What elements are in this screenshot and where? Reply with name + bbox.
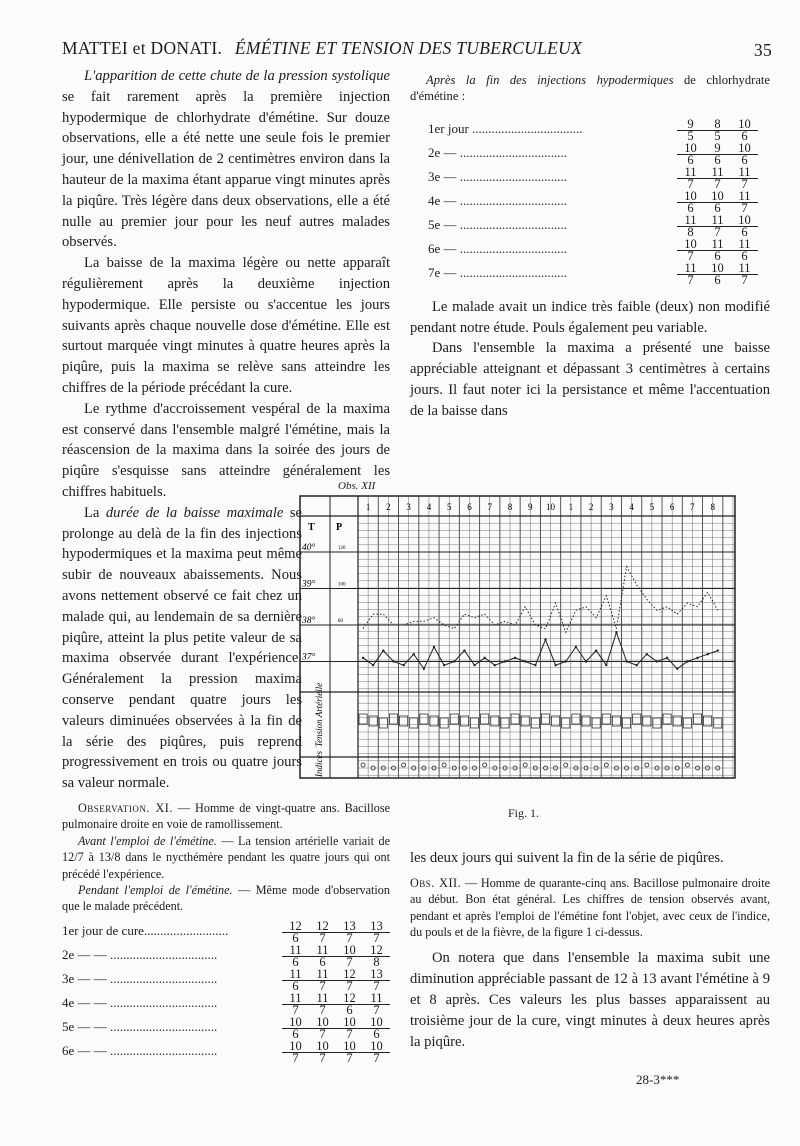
figure-title: Obs. XII — [338, 480, 376, 492]
pressure-fraction — [363, 1038, 390, 1066]
chart-frame — [300, 496, 735, 778]
pulse-label: 80 — [338, 619, 343, 624]
page-number: 35 — [753, 40, 772, 60]
day-label: 8 — [710, 502, 715, 512]
pressure-fraction — [282, 966, 309, 994]
pressure-fraction — [731, 260, 758, 288]
minima: 7 — [373, 1003, 380, 1018]
pressure-fraction — [363, 942, 390, 970]
temperature-chart — [298, 492, 738, 792]
minima: 6 — [319, 955, 326, 970]
pulse-label: 100 — [338, 582, 346, 588]
row-label: 2e — — ................................. — [62, 946, 218, 962]
maxima: 11 — [677, 215, 704, 228]
pulse-point — [585, 660, 587, 662]
pressure-fraction — [282, 1038, 309, 1066]
pulse-point — [686, 660, 688, 662]
pulse-point — [443, 664, 445, 666]
folio: 28-3*** — [636, 1072, 680, 1087]
tension-bar — [410, 718, 418, 728]
text: — Homme de vingt-quatre ans. Bacillose pulmonaire droite en voie de ramollissement. — [62, 800, 390, 832]
day-label: 7 — [690, 502, 695, 512]
minima: 7 — [319, 1003, 326, 1018]
indice-point — [442, 763, 446, 767]
temp-label: 37° — [302, 652, 316, 663]
pulse-point — [625, 660, 627, 662]
maxima: 10 — [677, 239, 704, 252]
tension-bar — [450, 714, 458, 724]
tension-bar — [389, 714, 397, 724]
row-label: 4e — ................................. — [428, 192, 568, 208]
maxima: 11 — [731, 191, 758, 204]
indice-point — [523, 763, 527, 767]
maxima: 9 — [704, 143, 731, 156]
minima: 8 — [687, 225, 694, 240]
row-label: 2e — ................................. — [428, 144, 568, 160]
text: — Homme de quarante-cinq ans. Bacillose pulmonaire droite au début. Bon état général. Les chiffres de tension observés avant, pendant et après l'emploi de l'émétine font l'objet, avec ceux de l'indice, du pouls et de la fièvre, de la figure 1 ci-dessus. — [410, 875, 770, 940]
pulse-point — [504, 660, 506, 662]
tension-bar — [420, 714, 428, 724]
pulse-point — [544, 638, 546, 640]
paragraph: La baisse de la maxima légère ou nette apparaît régulièrement après la deuxième injection hypodermique. Elle persiste ou s'accentue les jours suivants après chaque nouvelle dose d'émétine. Elle est surtout marquée vingt minutes à quatre heures après la piqûre, puis la maxima se relève sans atteindre les chiffres de la période précédant la cure. — [62, 255, 390, 396]
day-label: 3 — [609, 502, 614, 512]
indice-point — [564, 763, 568, 767]
pressure-fraction — [677, 140, 704, 168]
minima: 7 — [319, 931, 326, 946]
tension-bar — [562, 718, 570, 728]
pressure-fraction — [336, 990, 363, 1018]
day-label: 1 — [568, 502, 574, 512]
day-label: 9 — [528, 502, 533, 512]
pulse-label: 120 — [338, 546, 346, 551]
minima: 6 — [687, 153, 694, 168]
minima: 7 — [373, 931, 380, 946]
pulse-point — [494, 664, 496, 666]
pressure-fraction — [309, 918, 336, 946]
paragraph: On notera que dans l'ensemble la maxima subit une diminution appréciable passant de 12 à 13 avant l'émétine à 9 et 8 après. Ces valeurs les plus basses apparaissent au troisième jour de la cure, vingt minutes à deux heures après la piqûre. — [410, 950, 770, 1050]
minima: 6 — [741, 153, 748, 168]
row-label: 6e — — ................................. — [62, 1042, 218, 1058]
indice-point — [402, 763, 406, 767]
minima: 7 — [346, 1027, 353, 1042]
pressure-fraction — [363, 1014, 390, 1042]
tension-table-obs-xi — [62, 918, 390, 1066]
pulse-point — [483, 657, 485, 659]
paragraph — [62, 503, 302, 794]
pressure-fraction — [704, 236, 731, 264]
obs-label: Observation. XI. — [78, 800, 173, 815]
paragraph: Le malade avait un indice très faible (deux) non modifié pendant notre étude. Pouls également peu variable. — [410, 298, 770, 336]
indice-point — [685, 763, 689, 767]
tension-bar — [440, 718, 448, 728]
day-label: 1 — [365, 502, 371, 512]
maxima: 11 — [677, 263, 704, 276]
minima: 6 — [373, 1027, 380, 1042]
day-label: 4 — [629, 502, 634, 512]
indice-point — [645, 763, 649, 767]
tension-bar — [622, 718, 630, 728]
minima: 7 — [373, 979, 380, 994]
maxima: 11 — [731, 263, 758, 276]
maxima: 10 — [731, 215, 758, 228]
paragraph: Le rythme d'accroissement vespéral de la maxima est conservé dans l'ensemble malgré l'émétine, mais la réascension de la maxima dans la soirée des jours de piqûre s'esquisse sans atteindre généralement les chiffres habituels. — [62, 400, 390, 500]
table-row — [62, 1014, 390, 1042]
tension-bar — [714, 718, 722, 728]
table-row — [428, 164, 758, 192]
header-title: ÉMÉTINE ET TENSION DES TUBERCULEUX — [234, 38, 583, 58]
day-label: 2 — [386, 502, 391, 512]
minima: 6 — [714, 153, 721, 168]
table-row — [428, 236, 758, 264]
minima: 7 — [687, 177, 694, 192]
pressure-fraction — [363, 990, 390, 1018]
pressure-fraction — [336, 966, 363, 994]
figure-caption: Fig. 1. — [508, 806, 540, 820]
row-label: 1er jour .................................. — [428, 120, 583, 136]
maxima: 10 — [363, 1041, 390, 1054]
header-authors: MATTEI et DONATI. — [62, 38, 223, 58]
pressure-fraction — [363, 966, 390, 994]
col-p-label: P — [336, 522, 343, 533]
maxima: 10 — [309, 1017, 336, 1030]
maxima: 11 — [282, 993, 309, 1006]
day-label: 6 — [467, 502, 472, 512]
maxima: 13 — [363, 969, 390, 982]
table-row — [428, 260, 758, 288]
pressure-fraction — [731, 236, 758, 264]
tension-bar — [633, 714, 641, 724]
italic-text: Pendant l'emploi de l'émétine. — [78, 882, 233, 897]
tension-bar — [481, 714, 489, 724]
minima: 7 — [373, 1051, 380, 1066]
indice-point — [361, 763, 365, 767]
minima: 6 — [741, 129, 748, 144]
table-row — [428, 116, 758, 144]
obs-label: Obs. XII. — [410, 875, 462, 890]
pressure-fraction — [677, 260, 704, 288]
pressure-fraction — [704, 188, 731, 216]
minima: 7 — [346, 979, 353, 994]
table-row — [62, 918, 390, 946]
pressure-fraction — [731, 188, 758, 216]
minima: 6 — [714, 249, 721, 264]
tension-bar — [683, 718, 691, 728]
maxima: 11 — [704, 167, 731, 180]
italic-text: Avant l'emploi de l'émétine. — [78, 833, 217, 848]
paragraph: Dans l'ensemble la maxima a présenté une baisse appréciable atteignant et dépassant 3 centimètres à certains jours. Il faut noter ici la persistance et même l'accentuation de la baisse dans — [410, 340, 770, 419]
maxima: 12 — [363, 945, 390, 958]
pulse-point — [524, 660, 526, 662]
text: — Même mode d'observation que le malade précédent. — [62, 882, 390, 914]
minima: 6 — [714, 273, 721, 288]
temp-label: 40° — [302, 543, 316, 553]
minima: 6 — [292, 931, 299, 946]
table-row — [428, 188, 758, 216]
minima: 6 — [687, 201, 694, 216]
text: La — [84, 504, 106, 521]
table-row — [62, 966, 390, 994]
tension-bar — [511, 714, 519, 724]
pressure-fraction — [677, 164, 704, 192]
minima: 6 — [292, 955, 299, 970]
pulse-point — [676, 668, 678, 670]
pulse-point — [362, 657, 364, 659]
indice-point — [483, 763, 487, 767]
maxima: 10 — [677, 143, 704, 156]
maxima: 11 — [704, 215, 731, 228]
tension-bar — [531, 718, 539, 728]
paragraph: les deux jours qui suivent la fin de la série de piqûres. — [410, 850, 724, 866]
pressure-fraction — [363, 918, 390, 946]
pressure-fraction — [309, 990, 336, 1018]
minima: 5 — [714, 129, 721, 144]
pulse-point — [575, 646, 577, 648]
pulse-point — [514, 657, 516, 659]
pressure-fraction — [704, 140, 731, 168]
pressure-fraction — [309, 966, 336, 994]
right-column-lower — [410, 848, 770, 1052]
pressure-fraction — [309, 1038, 336, 1066]
tension-bar — [501, 718, 509, 728]
minima: 7 — [346, 955, 353, 970]
indice-point — [604, 763, 608, 767]
maxima: 10 — [363, 1017, 390, 1030]
maxima: 10 — [731, 119, 758, 132]
pulse-point — [696, 657, 698, 659]
row-label: 5e — — ................................. — [62, 1018, 218, 1034]
minima: 7 — [687, 273, 694, 288]
tension-bar — [379, 718, 387, 728]
minima: 7 — [741, 201, 748, 216]
minima: 6 — [741, 249, 748, 264]
observation-xi — [62, 800, 390, 915]
minima: 7 — [687, 249, 694, 264]
row-label: 4e — — ................................. — [62, 994, 218, 1010]
pressure-fraction — [282, 918, 309, 946]
row-label: 6e — ................................. — [428, 240, 568, 256]
maxima: 10 — [309, 1041, 336, 1054]
maxima: 10 — [704, 263, 731, 276]
maxima: 12 — [309, 921, 336, 934]
maxima: 12 — [336, 993, 363, 1006]
text: — La tension artérielle variait de 12/7 à 13/8 dans le nycthémère pendant les quatre jours qui ont précédé l'expérience. — [62, 833, 390, 881]
pressure-fraction — [731, 116, 758, 144]
col-t-label: T — [308, 522, 315, 533]
minima: 7 — [714, 225, 721, 240]
pulse-point — [554, 664, 556, 666]
maxima: 10 — [282, 1041, 309, 1054]
tension-bar — [470, 718, 478, 728]
temp-label: 39° — [302, 579, 316, 590]
pulse-point — [453, 660, 455, 662]
maxima: 11 — [677, 167, 704, 180]
italic-text: durée de la baisse maximale — [105, 504, 284, 521]
day-label: 8 — [507, 502, 513, 512]
pressure-fraction — [309, 1014, 336, 1042]
minima: 7 — [292, 1051, 299, 1066]
day-label: 7 — [487, 502, 492, 512]
maxima: 11 — [731, 239, 758, 252]
maxima: 11 — [363, 993, 390, 1006]
pulse-point — [717, 649, 719, 651]
pulse-point — [666, 657, 668, 659]
tension-bar — [541, 714, 549, 724]
maxima: 11 — [309, 945, 336, 958]
pressure-fraction — [704, 164, 731, 192]
row-label: 7e — ................................. — [428, 264, 568, 280]
maxima: 10 — [336, 1041, 363, 1054]
row-label: 5e — ................................. — [428, 216, 568, 232]
day-label: 6 — [669, 502, 675, 512]
italic-text: Après la fin des injections hypodermiques — [426, 73, 674, 87]
text: de chlorhydrate d'émétine : — [410, 73, 770, 104]
minima: 7 — [741, 177, 748, 192]
row-label: 3e — — ................................. — [62, 970, 218, 986]
minima: 7 — [292, 1003, 299, 1018]
minima: 7 — [319, 979, 326, 994]
maxima: 8 — [704, 119, 731, 132]
pressure-fraction — [731, 164, 758, 192]
maxima: 12 — [282, 921, 309, 934]
minima: 6 — [292, 979, 299, 994]
pressure-fraction — [677, 236, 704, 264]
table-row — [428, 212, 758, 240]
tension-bar — [572, 714, 580, 724]
minima: 7 — [346, 1051, 353, 1066]
tension-bar — [602, 714, 610, 724]
tension-bar — [592, 718, 600, 728]
paragraph — [62, 66, 390, 253]
text: se fait rarement après la première injection hypodermique de chlorhydrate d'émétine. Sur douze observations, elle a été nette une seule fois le premier jour, une dénivellation de 2 centimètres environ dans la hauteur de la maxima étant apparue vingt minutes après la piqûre. Très légère dans deux observations, elle a été nulle au premier jour pour les neuf autres malades observés. — [62, 88, 390, 251]
pulse-point — [402, 664, 404, 666]
tension-bar — [663, 714, 671, 724]
pressure-fraction — [282, 1014, 309, 1042]
tension-section-label: Tension Artérielle — [314, 682, 324, 747]
table-row — [62, 1038, 390, 1066]
row-label: 1er jour de cure.......................... — [62, 922, 229, 938]
pulse-point — [372, 664, 374, 666]
pressure-fraction — [731, 212, 758, 240]
pulse-point — [423, 668, 425, 670]
tension-table-after — [428, 116, 758, 288]
pressure-fraction — [704, 116, 731, 144]
day-label: 10 — [546, 502, 556, 512]
minima: 7 — [319, 1027, 326, 1042]
table-row — [428, 140, 758, 168]
pressure-fraction — [282, 942, 309, 970]
table-row — [62, 942, 390, 970]
text: se prolonge au delà de la fin des injections hypodermiques et la maxima peut même subir de nouveaux abaissements. Nous avons nettement observé ce fait chez un malade qui, au lendemain de sa dernière piqûre, atteint la plus petite valeur de sa maxima observée durant l'expérience. Généralement la pression maxima conserve pendant quatre jours les valeurs diminuées observées à la fin de la série des piqûres, puis reprend progressivement en trois ou quatre jours sa valeur normale. — [62, 504, 302, 792]
pressure-fraction — [704, 260, 731, 288]
maxima: 10 — [731, 143, 758, 156]
temp-label: 38° — [302, 616, 316, 626]
pressure-fraction — [336, 942, 363, 970]
maxima: 10 — [704, 191, 731, 204]
italic-text: L'apparition de cette chute de la pression systolique — [84, 68, 390, 84]
tension-bar — [693, 714, 701, 724]
maxima: 10 — [336, 1017, 363, 1030]
pulse-point — [413, 653, 415, 655]
pulse-point — [565, 660, 567, 662]
minima: 6 — [741, 225, 748, 240]
pressure-fraction — [336, 1038, 363, 1066]
maxima: 10 — [282, 1017, 309, 1030]
pulse-point — [595, 649, 597, 651]
maxima: 11 — [309, 993, 336, 1006]
maxima: 11 — [282, 945, 309, 958]
minima: 6 — [714, 201, 721, 216]
minima: 5 — [687, 129, 694, 144]
maxima: 9 — [677, 119, 704, 132]
row-label: 3e — ................................. — [428, 168, 568, 184]
pulse-point — [656, 660, 658, 662]
minima: 7 — [741, 273, 748, 288]
maxima: 11 — [731, 167, 758, 180]
minima: 8 — [373, 955, 380, 970]
minima: 7 — [714, 177, 721, 192]
pressure-fraction — [731, 140, 758, 168]
pulse-point — [382, 649, 384, 651]
day-label: 2 — [588, 502, 594, 512]
pulse-point — [605, 664, 607, 666]
pressure-fraction — [336, 1014, 363, 1042]
pressure-fraction — [677, 188, 704, 216]
maxima: 11 — [309, 969, 336, 982]
right-column — [410, 72, 770, 422]
pressure-fraction — [336, 918, 363, 946]
pulse-point — [646, 653, 648, 655]
pulse-point — [433, 646, 435, 648]
pulse-point — [706, 653, 708, 655]
maxima: 10 — [336, 945, 363, 958]
pressure-fraction — [704, 212, 731, 240]
minima: 6 — [292, 1027, 299, 1042]
day-label: 4 — [426, 502, 432, 512]
figure-1 — [298, 480, 748, 797]
pulse-point — [534, 664, 536, 666]
maxima: 11 — [282, 969, 309, 982]
pulse-point — [635, 664, 637, 666]
pulse-point — [463, 649, 465, 651]
tension-bar — [359, 714, 367, 724]
pressure-fraction — [677, 212, 704, 240]
pressure-fraction — [309, 942, 336, 970]
running-header — [62, 38, 772, 59]
indices-section-label: Indices — [314, 751, 324, 777]
maxima: 13 — [336, 921, 363, 934]
minima: 7 — [319, 1051, 326, 1066]
maxima: 12 — [336, 969, 363, 982]
maxima: 11 — [704, 239, 731, 252]
pulse-point — [392, 660, 394, 662]
day-label: 3 — [406, 502, 411, 512]
maxima: 13 — [363, 921, 390, 934]
pulse-point — [615, 631, 617, 633]
pulse-point — [473, 664, 475, 666]
day-label: 5 — [446, 502, 452, 512]
maxima: 10 — [677, 191, 704, 204]
minima: 7 — [346, 931, 353, 946]
tension-bar — [653, 718, 661, 728]
table-row — [62, 990, 390, 1018]
day-label: 5 — [649, 502, 655, 512]
pressure-fraction — [677, 116, 704, 144]
minima: 6 — [346, 1003, 353, 1018]
pressure-fraction — [282, 990, 309, 1018]
